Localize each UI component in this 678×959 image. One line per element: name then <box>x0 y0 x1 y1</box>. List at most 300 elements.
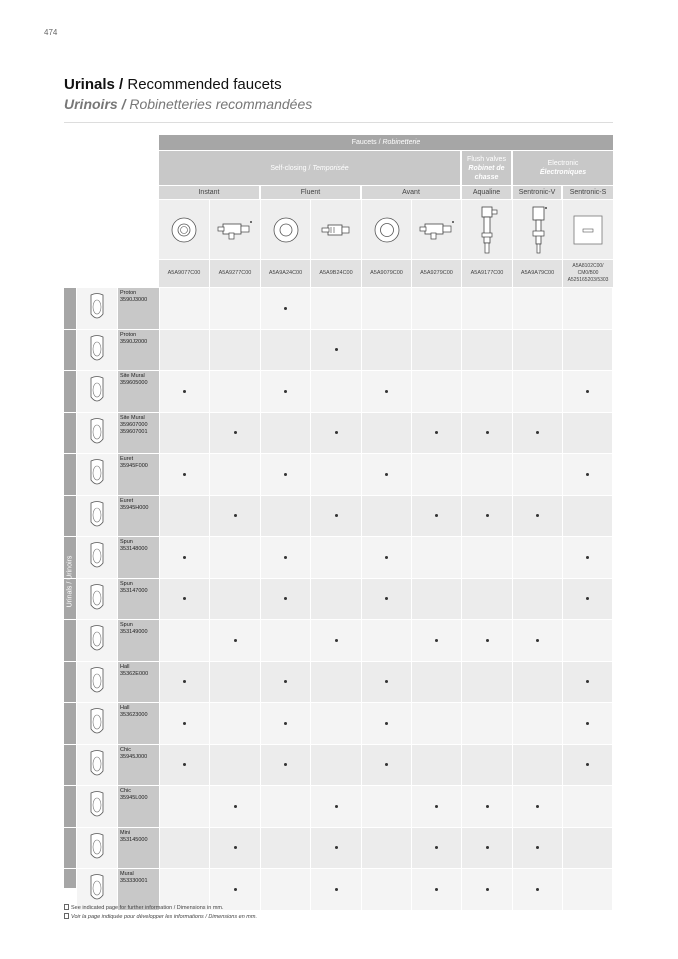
compatibility-cell <box>210 703 261 744</box>
compatibility-cell <box>261 371 311 412</box>
title-bold: Urinals / <box>64 76 124 93</box>
urinal-model-name: Chic <box>120 746 132 753</box>
compatibility-cell <box>261 330 311 371</box>
page-reference-icon <box>64 913 69 919</box>
compatibility-cell <box>563 496 613 537</box>
table-row <box>64 662 613 704</box>
table-row <box>64 620 613 662</box>
compatibility-cell <box>160 496 210 537</box>
compatibility-cell <box>513 371 563 412</box>
compatibility-cell <box>311 330 362 371</box>
product-code: A5A8102C00/ CM0/B00 A525165203/5303 <box>563 260 613 287</box>
urinal-model-label <box>118 828 160 869</box>
compatibility-cell <box>513 288 563 329</box>
urinal-model-code: 353148000 <box>120 546 148 552</box>
compatibility-cell <box>563 454 613 495</box>
product-image-avant-plate <box>362 200 412 259</box>
flush-valves-header <box>462 151 512 185</box>
compatibility-cell <box>160 371 210 412</box>
compatible-dot-icon <box>486 846 489 849</box>
faucets-header <box>159 135 613 150</box>
urinal-model-label <box>118 496 160 537</box>
urinal-model-code: 353145000 <box>120 836 148 843</box>
compatibility-cell <box>412 745 462 786</box>
compatibility-cell <box>412 662 462 703</box>
compatibility-cell <box>412 454 462 495</box>
compatibility-cell <box>462 454 513 495</box>
urinal-icon <box>88 873 106 905</box>
compatibility-cell <box>513 620 563 661</box>
compatibility-cell <box>160 579 210 620</box>
page-subtitle <box>64 96 312 112</box>
compatibility-cell <box>261 620 311 661</box>
compatibility-cell <box>462 620 513 661</box>
compatibility-cell <box>563 786 613 827</box>
urinal-thumbnail <box>77 330 118 371</box>
compatibility-cell <box>261 828 311 869</box>
compatibility-cell <box>513 703 563 744</box>
compatibility-cell <box>311 828 362 869</box>
product-code: A5A9B24C00 <box>311 260 362 287</box>
compatibility-cell <box>513 454 563 495</box>
valve-body-icon <box>419 220 455 240</box>
urinal-model-name: Mini <box>120 829 131 836</box>
product-image-instant-plate <box>159 200 210 259</box>
product-code: A5A9079C00 <box>362 260 412 287</box>
compatibility-cell <box>160 662 210 703</box>
urinal-icon <box>88 749 106 781</box>
compatibility-cell <box>563 620 613 661</box>
compatible-dot-icon <box>385 680 388 683</box>
compatible-dot-icon <box>183 390 186 393</box>
urinal-model-label <box>118 703 160 744</box>
product-code: A5A9A24C00 <box>261 260 311 287</box>
self-closing-header <box>159 151 461 185</box>
compatibility-cell <box>513 662 563 703</box>
table-row <box>64 330 613 372</box>
table-row <box>64 745 613 787</box>
urinal-model-label <box>118 537 160 578</box>
compatible-dot-icon <box>435 514 438 517</box>
product-image-sentronic-s <box>563 200 613 259</box>
sensor-panel-icon <box>573 215 603 245</box>
compatibility-cell <box>261 745 311 786</box>
compatible-dot-icon <box>586 722 589 725</box>
compatibility-cell <box>362 620 412 661</box>
urinal-thumbnail <box>77 703 118 744</box>
compatibility-cell <box>362 330 412 371</box>
electronic-flush-valve-icon <box>527 205 549 255</box>
compatibility-cell <box>160 828 210 869</box>
flush-valve-icon <box>476 205 498 255</box>
urinal-model-name: Site Mural <box>120 414 145 421</box>
compatible-dot-icon <box>486 888 489 891</box>
urinal-model-label <box>118 745 160 786</box>
compatibility-cell <box>412 330 462 371</box>
urinal-model-code: 353623000 <box>120 712 148 718</box>
flush-valves-header-fr: Robinet de chasse <box>468 164 505 181</box>
compatibility-cell <box>513 579 563 620</box>
compatible-dot-icon <box>335 348 338 351</box>
compatibility-cell <box>462 745 513 786</box>
compatible-dot-icon <box>536 888 539 891</box>
compatibility-cell <box>261 703 311 744</box>
urinal-model-label <box>118 662 160 703</box>
flush-valves-header-en: Flush valves <box>467 155 506 163</box>
urinal-model-code: 353147000 <box>120 587 148 594</box>
compatibility-cell <box>462 330 513 371</box>
compatibility-cell <box>362 869 412 910</box>
urinal-model-code: 353330001 <box>120 878 148 884</box>
compatibility-cell <box>462 828 513 869</box>
urinal-model-label <box>118 413 160 454</box>
compatibility-cell <box>412 537 462 578</box>
electronic-header-en: Electronic <box>547 160 579 167</box>
urinal-icon <box>88 417 106 449</box>
footnote-fr <box>64 913 257 920</box>
compatibility-cell <box>160 454 210 495</box>
compatible-dot-icon <box>385 556 388 559</box>
urinal-icon <box>88 292 106 324</box>
compatibility-cell <box>210 745 261 786</box>
compatibility-cell <box>261 537 311 578</box>
compatibility-cell <box>362 828 412 869</box>
compatibility-cell <box>462 537 513 578</box>
page-title <box>64 76 282 93</box>
compatible-dot-icon <box>183 556 186 559</box>
urinal-thumbnail <box>77 537 118 578</box>
compatibility-cell <box>563 703 613 744</box>
urinal-thumbnail <box>77 786 118 827</box>
urinal-thumbnail <box>77 371 118 412</box>
compatibility-cell <box>210 828 261 869</box>
compatibility-cell <box>362 537 412 578</box>
family-instant: Instant <box>159 186 260 199</box>
compatibility-cell <box>160 703 210 744</box>
family-aqualine: Aqualine <box>462 186 512 199</box>
title-divider <box>64 122 613 123</box>
compatibility-cell <box>563 330 613 371</box>
compatibility-cell <box>513 745 563 786</box>
urinal-icon <box>88 707 106 739</box>
sidebar-label: Urinals / Urinoirs <box>66 555 74 608</box>
compatibility-cell <box>210 288 261 329</box>
product-image-avant-valve <box>412 200 462 259</box>
urinal-model-label <box>118 371 160 412</box>
compatible-dot-icon <box>284 722 287 725</box>
compatibility-cell <box>563 288 613 329</box>
compatible-dot-icon <box>234 846 237 849</box>
urinal-model-code: 35945J000 <box>120 753 148 760</box>
compatibility-cell <box>261 413 311 454</box>
compatibility-cell <box>210 496 261 537</box>
compatibility-cell <box>513 413 563 454</box>
table-row <box>64 413 613 455</box>
urinal-model-code: 3590J3000 <box>120 297 148 303</box>
compatible-dot-icon <box>183 597 186 600</box>
subtitle-text: Robinetteries recommandées <box>125 96 313 112</box>
compatibility-cell <box>311 662 362 703</box>
urinal-model-label <box>118 786 160 827</box>
compatible-dot-icon <box>586 597 589 600</box>
compatibility-cell <box>412 620 462 661</box>
table-row <box>64 537 613 579</box>
compatible-dot-icon <box>385 722 388 725</box>
compatibility-cell <box>513 496 563 537</box>
family-avant: Avant <box>362 186 461 199</box>
urinal-model-label <box>118 330 160 371</box>
compatible-dot-icon <box>183 763 186 766</box>
compatibility-cell <box>563 537 613 578</box>
compatible-dot-icon <box>335 431 338 434</box>
compatibility-cell <box>261 579 311 620</box>
product-image-instant-valve <box>210 200 261 259</box>
product-image-aqualine <box>462 200 513 259</box>
compatibility-cell <box>160 288 210 329</box>
compatibility-cell <box>362 703 412 744</box>
urinal-model-name: Mural <box>120 871 134 877</box>
compatibility-cell <box>563 371 613 412</box>
compatibility-cell <box>462 579 513 620</box>
compatibility-cell <box>563 662 613 703</box>
compatibility-cell <box>563 869 613 910</box>
urinal-thumbnail <box>77 413 118 454</box>
compatibility-cell <box>362 454 412 495</box>
compatibility-cell <box>462 288 513 329</box>
urinal-icon <box>88 832 106 864</box>
product-code: A5A9277C00 <box>210 260 261 287</box>
compatibility-cell <box>412 579 462 620</box>
compatibility-cell <box>210 537 261 578</box>
table-row <box>64 579 613 621</box>
compatibility-cell <box>563 413 613 454</box>
urinal-model-label <box>118 454 160 495</box>
family-sentronic-s: Sentronic-S <box>563 186 613 199</box>
compatibility-cell <box>311 537 362 578</box>
compatibility-cell <box>311 745 362 786</box>
urinal-model-code: 35945F000 <box>120 463 148 469</box>
compatibility-cell <box>462 786 513 827</box>
compatibility-cell <box>261 288 311 329</box>
compatible-dot-icon <box>586 556 589 559</box>
compatibility-cell <box>261 786 311 827</box>
urinal-model-code: 359605000 <box>120 380 148 386</box>
compatibility-cell <box>311 454 362 495</box>
compatibility-cell <box>311 620 362 661</box>
compatibility-cell <box>362 579 412 620</box>
footnote-fr-text: Voir la page indiquée pour développer les informations / Dimensions en mm. <box>71 914 257 920</box>
compatibility-cell <box>311 413 362 454</box>
urinal-model-label <box>118 288 160 329</box>
urinal-model-name: Proton <box>120 290 137 296</box>
round-plate-icon <box>374 217 400 243</box>
table-row <box>64 703 613 745</box>
compatibility-cell <box>210 786 261 827</box>
compatible-dot-icon <box>536 805 539 808</box>
compatibility-cell <box>210 662 261 703</box>
urinal-model-code: 35945H000 <box>120 504 149 511</box>
faucets-header-en: Faucets / <box>351 139 381 146</box>
urinal-icon <box>88 375 106 407</box>
urinal-model-name: Hall <box>120 705 130 711</box>
compatible-dot-icon <box>284 473 287 476</box>
compatible-dot-icon <box>586 680 589 683</box>
compatibility-cell <box>462 662 513 703</box>
faucets-header-fr: Robinetterie <box>382 139 421 146</box>
urinal-thumbnail <box>77 579 118 620</box>
electronic-header <box>513 151 613 185</box>
urinal-model-code: 353149000 <box>120 629 148 635</box>
compatibility-cell <box>362 288 412 329</box>
urinal-thumbnail <box>77 662 118 703</box>
compatibility-cell <box>210 330 261 371</box>
page-number: 474 <box>44 28 58 37</box>
compatible-dot-icon <box>486 431 489 434</box>
compatible-dot-icon <box>335 514 338 517</box>
compatibility-cell <box>362 413 412 454</box>
compatibility-cell <box>160 537 210 578</box>
compatibility-cell <box>563 745 613 786</box>
compatibility-cell <box>513 537 563 578</box>
electronic-header-fr: Électroniques <box>539 169 587 176</box>
compatibility-cell <box>261 496 311 537</box>
compatible-dot-icon <box>234 805 237 808</box>
table-row <box>64 454 613 496</box>
compatible-dot-icon <box>183 680 186 683</box>
compatible-dot-icon <box>586 763 589 766</box>
compatibility-cell <box>412 496 462 537</box>
compatible-dot-icon <box>385 597 388 600</box>
compatibility-cell <box>160 413 210 454</box>
urinal-model-code: 3590J2000 <box>120 338 148 345</box>
urinal-model-name: Chic <box>120 788 132 794</box>
compatibility-cell <box>412 413 462 454</box>
compatibility-cell <box>412 703 462 744</box>
compatibility-cell <box>462 371 513 412</box>
urinal-icon <box>88 583 106 615</box>
urinal-thumbnail <box>77 496 118 537</box>
compatible-dot-icon <box>385 390 388 393</box>
compatibility-cell <box>362 786 412 827</box>
compatible-dot-icon <box>536 431 539 434</box>
page-reference-icon <box>64 904 69 910</box>
round-plate-icon <box>273 217 299 243</box>
compatibility-cell <box>160 620 210 661</box>
table-row <box>64 786 613 828</box>
compatibility-cell <box>160 745 210 786</box>
compatibility-cell <box>412 371 462 412</box>
compatible-dot-icon <box>586 473 589 476</box>
compatibility-cell <box>311 288 362 329</box>
footnote-en-text: See indicated page for further information / Dimensions in mm. <box>71 905 224 911</box>
urinal-model-code: 35945L000 <box>120 795 148 801</box>
compatibility-cell <box>311 869 362 910</box>
product-image-fluent-plate <box>261 200 311 259</box>
urinal-thumbnail <box>77 454 118 495</box>
urinal-icon <box>88 666 106 698</box>
compatible-dot-icon <box>536 846 539 849</box>
compatibility-cell <box>362 496 412 537</box>
compatible-dot-icon <box>486 514 489 517</box>
compatible-dot-icon <box>536 514 539 517</box>
urinal-icon <box>88 458 106 490</box>
compatible-dot-icon <box>385 473 388 476</box>
product-code: A5A9077C00 <box>159 260 210 287</box>
compatible-dot-icon <box>586 390 589 393</box>
urinal-model-name: Proton <box>120 331 137 338</box>
compatibility-cell <box>412 828 462 869</box>
family-fluent: Fluent <box>261 186 361 199</box>
product-image-fluent-valve <box>311 200 362 259</box>
compatibility-cell <box>513 828 563 869</box>
compatible-dot-icon <box>335 846 338 849</box>
compatibility-cell <box>210 454 261 495</box>
compatibility-cell <box>311 703 362 744</box>
compatibility-cell <box>311 371 362 412</box>
compatibility-cell <box>311 496 362 537</box>
compatibility-cell <box>210 371 261 412</box>
compatibility-cell <box>513 330 563 371</box>
table-row <box>64 371 613 413</box>
urinal-icon <box>88 790 106 822</box>
compatibility-cell <box>261 454 311 495</box>
urinal-thumbnail <box>77 620 118 661</box>
compatible-dot-icon <box>435 888 438 891</box>
urinal-model-name: Hall <box>120 663 130 670</box>
compatible-dot-icon <box>284 556 287 559</box>
self-closing-header-en: Self-closing / <box>270 164 311 172</box>
compatibility-cell <box>462 496 513 537</box>
urinal-model-code: 359607000 359607001 <box>120 421 148 435</box>
compatibility-cell <box>563 579 613 620</box>
urinal-model-name: Site Mural <box>120 373 145 379</box>
urinal-thumbnail <box>77 288 118 329</box>
urinal-model-name: Spun <box>120 539 133 545</box>
product-code: A5A9A79C00 <box>513 260 563 287</box>
urinal-icon <box>88 541 106 573</box>
compatibility-cell <box>210 579 261 620</box>
valve-body-icon <box>320 222 352 238</box>
compatible-dot-icon <box>234 639 237 642</box>
urinal-icon <box>88 500 106 532</box>
urinal-icon <box>88 334 106 366</box>
compatibility-cell <box>362 662 412 703</box>
title-text: Recommended faucets <box>123 76 282 93</box>
compatible-dot-icon <box>234 514 237 517</box>
compatible-dot-icon <box>284 597 287 600</box>
compatibility-cell <box>210 413 261 454</box>
urinal-model-name: Spun <box>120 580 133 587</box>
table-row <box>64 496 613 538</box>
subtitle-bold: Urinoirs / <box>64 96 126 112</box>
compatible-dot-icon <box>385 763 388 766</box>
compatible-dot-icon <box>234 431 237 434</box>
compatibility-cell <box>261 869 311 910</box>
compatibility-cell <box>412 786 462 827</box>
urinal-icon <box>88 624 106 656</box>
compatibility-cell <box>462 703 513 744</box>
urinal-thumbnail <box>77 745 118 786</box>
compatible-dot-icon <box>435 805 438 808</box>
compatibility-cell <box>362 745 412 786</box>
urinal-model-code: 35362E000 <box>120 670 149 677</box>
compatible-dot-icon <box>435 846 438 849</box>
table-row <box>64 828 613 870</box>
compatibility-cell <box>210 620 261 661</box>
urinal-model-label <box>118 579 160 620</box>
compatible-dot-icon <box>536 639 539 642</box>
compatibility-cell <box>513 786 563 827</box>
